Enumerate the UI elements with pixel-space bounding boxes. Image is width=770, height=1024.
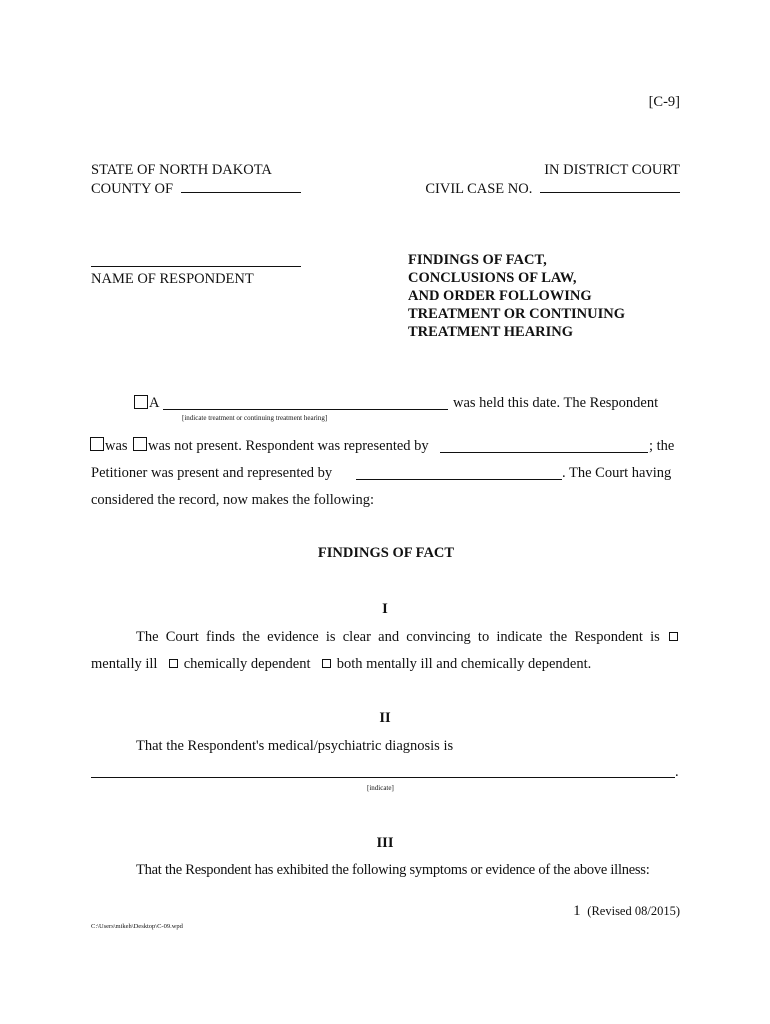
file-path: C:\Users\mikeh\Desktop\C-09.wpd <box>91 923 183 930</box>
case-number-blank[interactable] <box>540 191 680 193</box>
county-field <box>91 182 301 197</box>
diagnosis-line[interactable] <box>91 777 675 778</box>
county-label: COUNTY OF <box>91 181 174 197</box>
section-title-wrap <box>0 546 770 561</box>
opt-chemically-dependent: chemically dependent <box>183 656 311 672</box>
respondent-label: NAME OF RESPONDENT <box>91 271 254 287</box>
was-label: was <box>105 438 128 454</box>
case-number-label: CIVIL CASE NO. <box>425 181 533 197</box>
county-blank[interactable] <box>181 191 301 193</box>
was-not-present-checkbox[interactable] <box>133 437 147 451</box>
finding-1-line-1 <box>91 630 680 645</box>
finding-3-text: That the Respondent has exhibited the following symptoms or evidence of the above illness: <box>136 862 650 878</box>
doc-title-line-5: TREATMENT HEARING <box>408 324 574 340</box>
represented-by-line[interactable] <box>440 452 648 453</box>
finding-2-text: That the Respondent's medical/psychiatric diagnosis is <box>136 738 454 754</box>
revised-label: (Revised 08/2015) <box>587 904 680 918</box>
court-label: IN DISTRICT COURT <box>544 162 680 178</box>
form-code: [C-9] <box>648 94 680 110</box>
petitioner-represented-line[interactable] <box>356 479 562 480</box>
was-present-checkbox[interactable] <box>90 437 104 451</box>
finding-2-numeral: II <box>379 710 391 726</box>
hearing-type-line[interactable] <box>163 409 448 410</box>
petitioner-label: Petitioner was present and represented by <box>91 465 333 481</box>
chemically-dependent-checkbox[interactable] <box>169 659 178 668</box>
both-checkbox[interactable] <box>322 659 331 668</box>
hearing-prefix: A <box>149 395 160 411</box>
respondent-name-line[interactable] <box>91 266 301 267</box>
finding-1-line-2 <box>91 657 591 672</box>
doc-title-line-3: AND ORDER FOLLOWING <box>408 288 592 304</box>
the-label: ; the <box>649 438 675 454</box>
finding-1-numeral-wrap <box>0 602 770 617</box>
diagnosis-hint: [indicate] <box>367 784 394 792</box>
opt-mentally-ill: mentally ill <box>91 656 158 672</box>
section-title: FINDINGS OF FACT <box>317 545 455 561</box>
hearing-suffix: was held this date. The Respondent <box>453 395 659 411</box>
finding-1-text: The Court finds the evidence is clear and convincing to indicate the Respondent is <box>136 629 660 645</box>
diagnosis-period: . <box>675 764 679 780</box>
finding-2-numeral-wrap <box>0 711 770 726</box>
considered-text: considered the record, now makes the following: <box>91 492 375 508</box>
opt-both: both mentally ill and chemically dependent. <box>336 656 592 672</box>
court-having-label: . The Court having <box>562 465 672 481</box>
doc-title-line-2: CONCLUSIONS OF LAW, <box>408 270 577 286</box>
doc-title-line-1: FINDINGS OF FACT, <box>408 252 547 268</box>
mentally-ill-checkbox[interactable] <box>669 632 678 641</box>
state-label: STATE OF NORTH DAKOTA <box>91 162 272 178</box>
case-number-field <box>425 182 680 197</box>
page-number: 1 <box>573 903 581 919</box>
finding-3-numeral-wrap <box>0 836 770 851</box>
hearing-checkbox[interactable] <box>134 395 148 409</box>
was-not-present-label: was not present. Respondent was represented by <box>148 438 429 454</box>
doc-title-line-4: TREATMENT OR CONTINUING <box>408 306 625 322</box>
finding-3-numeral: III <box>376 835 394 851</box>
hearing-hint: [indicate treatment or continuing treatment hearing] <box>182 414 328 422</box>
finding-1-numeral: I <box>382 601 388 617</box>
page-footer <box>573 904 680 919</box>
